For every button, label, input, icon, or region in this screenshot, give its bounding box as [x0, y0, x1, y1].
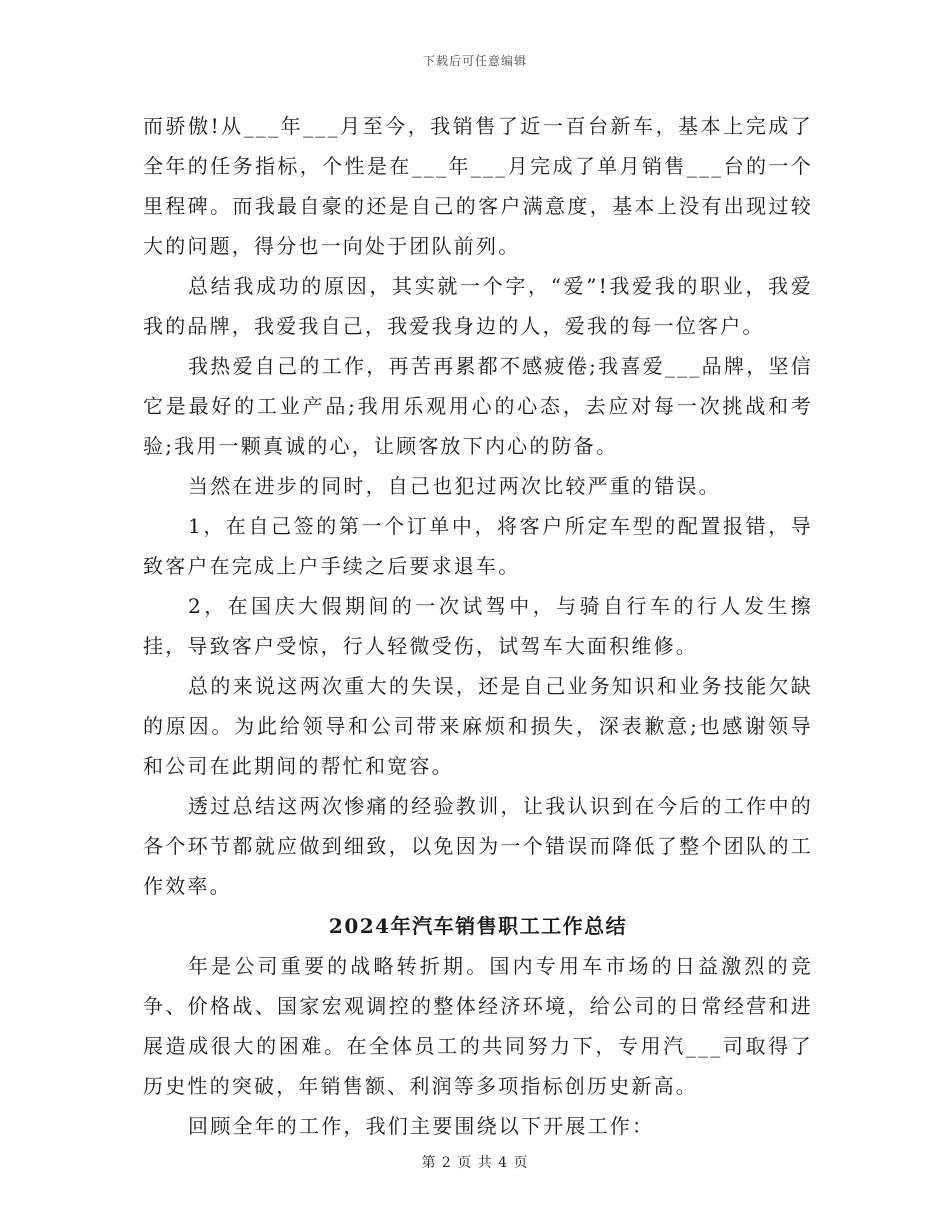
paragraph: 总结我成功的原因，其实就一个字，“爱”!我爱我的职业，我爱我的品牌，我爱我自己，我爱我身边的人，爱我的每一位客户。 — [143, 274, 813, 338]
page-header-note: 下载后可任意编辑 — [422, 54, 527, 68]
paragraph: 透过总结这两次惨痛的经验教训，让我认识到在今后的工作中的各个环节都就应做到细致，以免因为一个错误而降低了整个团队的工作效率。 — [143, 794, 813, 898]
page-number: 第 2 页 共 4 页 — [421, 1155, 529, 1171]
paragraph: 我热爱自己的工作，再苦再累都不感疲倦;我喜爱___品牌，坚信它是最好的工业产品;我用乐观用心的心态，去应对每一次挑战和考验;我用一颗真诚的心，让顾客放下内心的防备。 — [143, 354, 813, 458]
paragraph: 总的来说这两次重大的失误，还是自己业务知识和业务技能欠缺的原因。为此给领导和公司带来麻烦和损失，深表歉意;也感谢领导和公司在此期间的帮忙和宽容。 — [143, 674, 813, 778]
paragraph: 回顾全年的工作，我们主要围绕以下开展工作： — [188, 1114, 655, 1138]
paragraph: 而骄傲!从___年___月至今，我销售了近一百台新车，基本上完成了全年的任务指标，个性是在___年___月完成了单月销售___台的一个里程碑。而我最自豪的还是自己的客户满意度，基本上没有出现过较大的问题，得分也一向处于团队前列。 — [143, 114, 813, 258]
section-title: 2024年汽车销售职工工作总结 — [328, 914, 628, 938]
paragraph: 当然在进步的同时，自己也犯过两次比较严重的错误。 — [188, 474, 721, 498]
paragraph: 2，在国庆大假期间的一次试驾中，与骑自行车的行人发生擦挂，导致客户受惊，行人轻微受伤，试驾车大面积维修。 — [143, 594, 813, 658]
document-body — [143, 106, 813, 1146]
paragraph: 1，在自己签的第一个订单中，将客户所定车型的配置报错，导致客户在完成上户手续之后要求退车。 — [143, 514, 813, 578]
paragraph: 年是公司重要的战略转折期。国内专用车市场的日益激烈的竞争、价格战、国家宏观调控的整体经济环境，给公司的日常经营和进展造成很大的困难。在全体员工的共同努力下，专用汽___司取得了历史性的突破，年销售额、利润等多项指标创历史新高。 — [143, 954, 813, 1098]
